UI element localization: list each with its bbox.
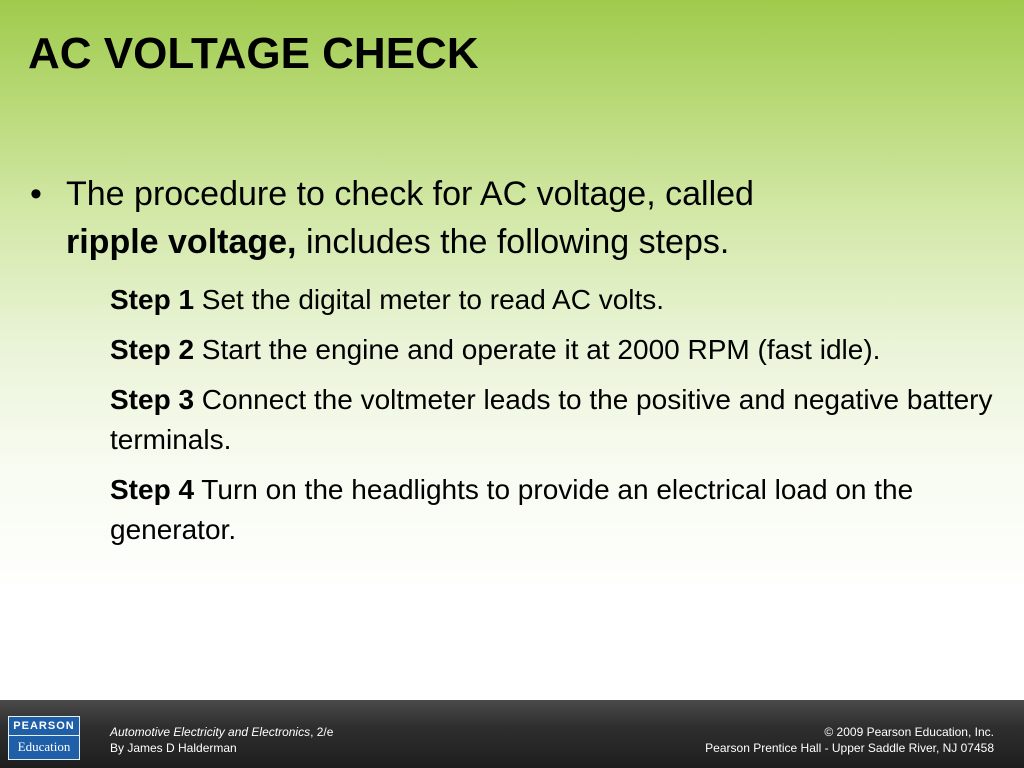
logo-top-text: PEARSON xyxy=(9,717,79,736)
bullet-text-after: includes the following steps. xyxy=(296,223,730,261)
book-edition: , 2/e xyxy=(310,725,334,739)
footer-book-info xyxy=(110,724,333,756)
step-text: Turn on the headlights to provide an electrical load on the generator. xyxy=(110,474,914,545)
step-3 xyxy=(110,380,1000,460)
steps-list xyxy=(110,280,1000,560)
footer-copyright-info xyxy=(705,724,994,756)
bullet-text-before: The procedure to check for AC voltage, called xyxy=(66,175,754,213)
footer-author: By James D Halderman xyxy=(110,741,237,755)
step-4 xyxy=(110,470,1000,550)
step-label: Step 2 xyxy=(110,334,195,365)
step-label: Step 3 xyxy=(110,384,195,415)
step-label: Step 1 xyxy=(110,284,195,315)
footer-copyright: © 2009 Pearson Education, Inc. xyxy=(824,725,994,739)
step-1 xyxy=(110,280,1000,320)
footer-bar xyxy=(0,700,1024,768)
book-title: Automotive Electricity and Electronics xyxy=(110,725,311,739)
footer-publisher: Pearson Prentice Hall - Upper Saddle River, NJ 07458 xyxy=(705,741,994,755)
step-text: Connect the voltmeter leads to the positive and negative battery terminals. xyxy=(110,384,993,455)
pearson-logo xyxy=(8,716,80,760)
footer-book-line xyxy=(110,724,333,740)
bullet-marker: • xyxy=(30,175,42,213)
slide-title: AC VOLTAGE CHECK xyxy=(28,29,479,78)
logo-bottom-text: Education xyxy=(17,739,71,754)
step-text: Start the engine and operate it at 2000 RPM (fast idle). xyxy=(194,334,881,365)
step-label: Step 4 xyxy=(110,474,195,505)
bullet-text xyxy=(66,170,966,266)
bullet-bold-term: ripple voltage, xyxy=(66,223,297,261)
step-text: Set the digital meter to read AC volts. xyxy=(194,284,665,315)
step-2 xyxy=(110,330,1000,370)
